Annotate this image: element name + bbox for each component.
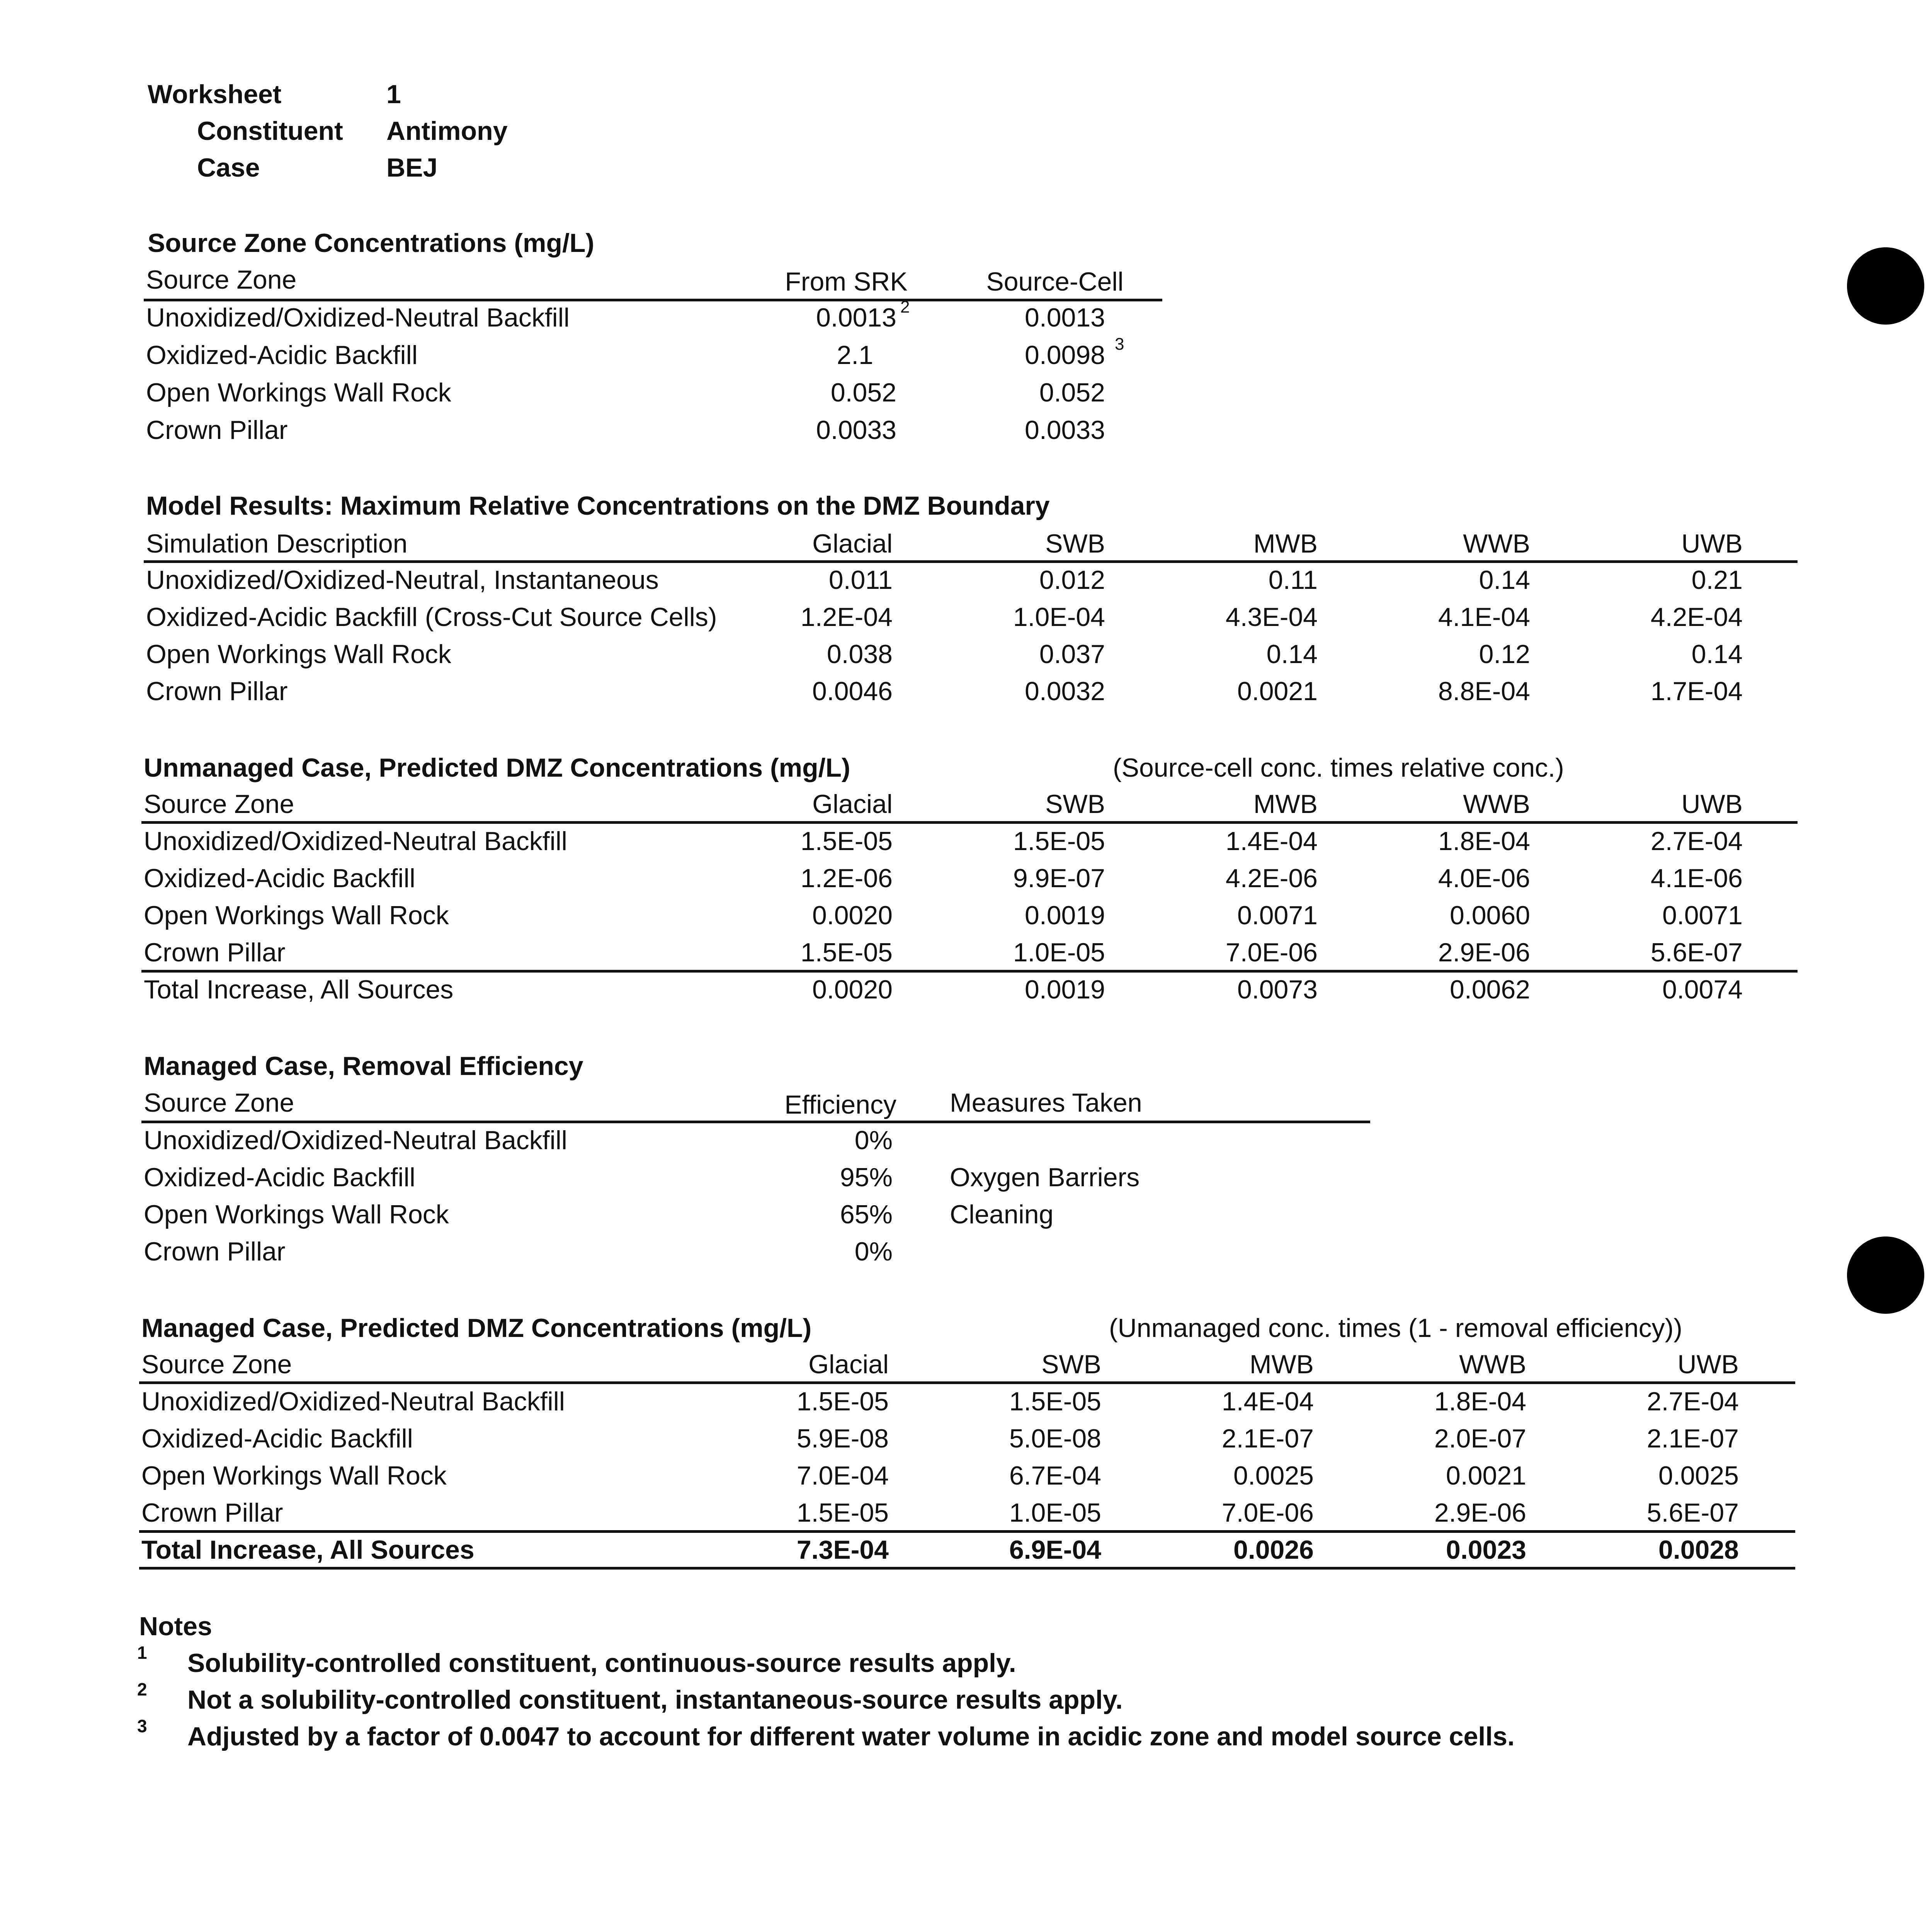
col-header-mwb: MWB — [1249, 1350, 1314, 1379]
wwb-value: 2.0E-07 — [1434, 1424, 1526, 1453]
uwb-value: 4.2E-04 — [1650, 602, 1743, 632]
table-row-label: Open Workings Wall Rock — [144, 901, 449, 930]
uwb-value: 5.6E-07 — [1650, 938, 1743, 967]
measures-value: Oxygen Barriers — [950, 1163, 1140, 1192]
swb-value: 1.0E-05 — [1009, 1498, 1101, 1527]
source-cell-value: 0.0033 — [1025, 415, 1105, 445]
binder-hole-middle — [1847, 1236, 1924, 1314]
footnote-ref: 3 — [1115, 335, 1124, 354]
model-results-title: Model Results: Maximum Relative Concentrations on the DMZ Boundary — [146, 491, 1050, 520]
col-header-wwb: WWB — [1459, 1350, 1526, 1379]
table-row-label: Open Workings Wall Rock — [146, 639, 451, 669]
col-header-source-zone: Source Zone — [144, 789, 294, 819]
source-cell-value: 0.052 — [1039, 378, 1105, 407]
glacial-value: 1.2E-06 — [800, 864, 893, 893]
efficiency-value: 0% — [854, 1237, 893, 1266]
swb-value: 5.0E-08 — [1009, 1424, 1101, 1453]
swb-value: 1.0E-04 — [1013, 602, 1105, 632]
total-wwb: 0.0023 — [1446, 1535, 1526, 1565]
glacial-value: 1.5E-05 — [796, 1387, 889, 1416]
col-header-glacial: Glacial — [808, 1350, 889, 1379]
note-number: 3 — [137, 1716, 147, 1736]
unmanaged-title: Unmanaged Case, Predicted DMZ Concentrations (mg/L) — [144, 753, 850, 782]
col-header-source-zone: Source Zone — [146, 265, 297, 294]
table-row-label: Unoxidized/Oxidized-Neutral Backfill — [144, 1126, 568, 1155]
efficiency-value: 95% — [840, 1163, 893, 1192]
source-zone-title: Source Zone Concentrations (mg/L) — [148, 228, 595, 258]
glacial-value: 0.0020 — [812, 901, 893, 930]
col-header-efficiency: Efficiency — [784, 1090, 896, 1119]
table-row-label: Oxidized-Acidic Backfill — [144, 864, 415, 893]
wwb-value: 8.8E-04 — [1438, 677, 1530, 706]
worksheet-value: 1 — [386, 80, 401, 109]
mwb-value: 4.2E-06 — [1225, 864, 1318, 893]
case-label: Case — [197, 153, 260, 182]
header-rule — [141, 1121, 1370, 1123]
swb-value: 9.9E-07 — [1013, 864, 1105, 893]
table-row-label: Crown Pillar — [141, 1498, 283, 1527]
constituent-label: Constituent — [197, 116, 343, 146]
table-row-label: Crown Pillar — [146, 677, 288, 706]
glacial-value: 1.5E-05 — [796, 1498, 889, 1527]
source-zone-row-label: Open Workings Wall Rock — [146, 378, 451, 407]
total-uwb: 0.0028 — [1658, 1535, 1739, 1565]
glacial-value: 1.5E-05 — [800, 938, 893, 967]
col-header-swb: SWB — [1041, 1350, 1101, 1379]
swb-value: 1.5E-05 — [1009, 1387, 1101, 1416]
wwb-value: 0.12 — [1479, 639, 1530, 669]
mwb-value: 7.0E-06 — [1221, 1498, 1314, 1527]
efficiency-value: 65% — [840, 1200, 893, 1229]
glacial-value: 1.2E-04 — [800, 602, 893, 632]
total-mwb: 0.0073 — [1237, 975, 1318, 1004]
uwb-value: 2.1E-07 — [1646, 1424, 1739, 1453]
total-rule — [141, 970, 1798, 973]
total-row-label: Total Increase, All Sources — [141, 1535, 474, 1565]
swb-value: 0.037 — [1039, 639, 1105, 669]
total-glacial: 0.0020 — [812, 975, 893, 1004]
total-mwb: 0.0026 — [1233, 1535, 1314, 1565]
mwb-value: 4.3E-04 — [1225, 602, 1318, 632]
mwb-value: 1.4E-04 — [1221, 1387, 1314, 1416]
mwb-value: 0.14 — [1266, 639, 1318, 669]
unmanaged-subtitle: (Source-cell conc. times relative conc.) — [1113, 753, 1564, 782]
bottom-rule — [139, 1567, 1795, 1570]
col-header-from-srk: From SRK — [785, 267, 908, 296]
mwb-value: 1.4E-04 — [1225, 827, 1318, 856]
col-header-measures: Measures Taken — [950, 1088, 1142, 1117]
col-header-uwb: UWB — [1677, 1350, 1739, 1379]
mwb-value: 2.1E-07 — [1221, 1424, 1314, 1453]
uwb-value: 0.0071 — [1662, 901, 1743, 930]
note-text: Not a solubility-controlled constituent, instantaneous-source results apply. — [187, 1685, 1123, 1714]
col-header-mwb: MWB — [1253, 529, 1318, 558]
efficiency-value: 0% — [854, 1126, 893, 1155]
col-header-source-zone: Source Zone — [141, 1350, 292, 1379]
col-header-mwb: MWB — [1253, 789, 1318, 819]
total-wwb: 0.0062 — [1450, 975, 1530, 1004]
header-rule — [141, 821, 1798, 824]
total-uwb: 0.0074 — [1662, 975, 1743, 1004]
col-header-swb: SWB — [1045, 529, 1105, 558]
constituent-value: Antimony — [386, 116, 508, 146]
from-srk-value: 0.052 — [830, 378, 896, 407]
swb-value: 6.7E-04 — [1009, 1461, 1101, 1490]
col-header-uwb: UWB — [1681, 529, 1743, 558]
total-row-label: Total Increase, All Sources — [144, 975, 454, 1004]
binder-hole-top — [1847, 247, 1924, 325]
case-value: BEJ — [386, 153, 438, 182]
note-number: 2 — [137, 1679, 147, 1699]
table-row-label: Unoxidized/Oxidized-Neutral Backfill — [144, 827, 568, 856]
wwb-value: 0.0021 — [1446, 1461, 1526, 1490]
header-rule — [139, 1381, 1795, 1384]
total-swb: 0.0019 — [1025, 975, 1105, 1004]
wwb-value: 4.0E-06 — [1438, 864, 1530, 893]
swb-value: 0.012 — [1039, 565, 1105, 595]
uwb-value: 4.1E-06 — [1650, 864, 1743, 893]
swb-value: 1.0E-05 — [1013, 938, 1105, 967]
swb-value: 0.0032 — [1025, 677, 1105, 706]
uwb-value: 0.0025 — [1658, 1461, 1739, 1490]
managed-subtitle: (Unmanaged conc. times (1 - removal efficiency)) — [1109, 1313, 1682, 1343]
col-header-description: Simulation Description — [146, 529, 408, 558]
measures-value: Cleaning — [950, 1200, 1054, 1229]
mwb-value: 7.0E-06 — [1225, 938, 1318, 967]
glacial-value: 7.0E-04 — [796, 1461, 889, 1490]
source-cell-value: 0.0013 — [1025, 303, 1105, 332]
col-header-wwb: WWB — [1463, 529, 1530, 558]
glacial-value: 0.0046 — [812, 677, 893, 706]
notes-title: Notes — [139, 1612, 212, 1641]
total-glacial: 7.3E-04 — [796, 1535, 889, 1565]
table-row-label: Oxidized-Acidic Backfill — [141, 1424, 413, 1453]
table-row-label: Crown Pillar — [144, 938, 286, 967]
worksheet-label: Worksheet — [148, 80, 282, 109]
note-number: 1 — [137, 1643, 147, 1663]
source-zone-row-label: Oxidized-Acidic Backfill — [146, 340, 418, 370]
uwb-value: 2.7E-04 — [1646, 1387, 1739, 1416]
glacial-value: 5.9E-08 — [796, 1424, 889, 1453]
swb-value: 1.5E-05 — [1013, 827, 1105, 856]
note-text: Adjusted by a factor of 0.0047 to account for different water volume in acidic zone and model source cells. — [187, 1722, 1515, 1751]
table-row-label: Oxidized-Acidic Backfill — [144, 1163, 415, 1192]
source-zone-row-label: Unoxidized/Oxidized-Neutral Backfill — [146, 303, 570, 332]
table-row-label: Unoxidized/Oxidized-Neutral Backfill — [141, 1387, 565, 1416]
glacial-value: 1.5E-05 — [800, 827, 893, 856]
total-rule — [139, 1530, 1795, 1533]
wwb-value: 2.9E-06 — [1438, 938, 1530, 967]
uwb-value: 5.6E-07 — [1646, 1498, 1739, 1527]
table-row-label: Oxidized-Acidic Backfill (Cross-Cut Source Cells) — [146, 602, 717, 632]
col-header-glacial: Glacial — [812, 529, 893, 558]
col-header-source-zone: Source Zone — [144, 1088, 294, 1117]
from-srk-value: 2.1 — [837, 340, 873, 370]
wwb-value: 1.8E-04 — [1434, 1387, 1526, 1416]
col-header-glacial: Glacial — [812, 789, 893, 819]
swb-value: 0.0019 — [1025, 901, 1105, 930]
table-row-label: Unoxidized/Oxidized-Neutral, Instantaneous — [146, 565, 659, 595]
wwb-value: 1.8E-04 — [1438, 827, 1530, 856]
header-rule — [144, 560, 1798, 563]
managed-title: Managed Case, Predicted DMZ Concentrations (mg/L) — [141, 1313, 812, 1343]
wwb-value: 4.1E-04 — [1438, 602, 1530, 632]
wwb-value: 2.9E-06 — [1434, 1498, 1526, 1527]
source-cell-value: 0.0098 — [1025, 340, 1105, 370]
uwb-value: 2.7E-04 — [1650, 827, 1743, 856]
from-srk-value: 0.0033 — [816, 415, 896, 445]
col-header-wwb: WWB — [1463, 789, 1530, 819]
header-rule — [144, 299, 1162, 301]
table-row-label: Crown Pillar — [144, 1237, 286, 1266]
uwb-value: 0.14 — [1691, 639, 1743, 669]
wwb-value: 0.0060 — [1450, 901, 1530, 930]
col-header-source-cell: Source-Cell — [986, 267, 1124, 296]
glacial-value: 0.011 — [828, 565, 893, 595]
uwb-value: 0.21 — [1691, 565, 1743, 595]
mwb-value: 0.0021 — [1237, 677, 1318, 706]
note-text: Solubility-controlled constituent, continuous-source results apply. — [187, 1648, 1016, 1678]
uwb-value: 1.7E-04 — [1650, 677, 1743, 706]
mwb-value: 0.11 — [1268, 565, 1318, 595]
source-zone-row-label: Crown Pillar — [146, 415, 288, 445]
table-row-label: Open Workings Wall Rock — [141, 1461, 447, 1490]
col-header-uwb: UWB — [1681, 789, 1743, 819]
col-header-swb: SWB — [1045, 789, 1105, 819]
mwb-value: 0.0025 — [1233, 1461, 1314, 1490]
from-srk-value: 0.0013 — [816, 303, 896, 332]
removal-title: Managed Case, Removal Efficiency — [144, 1051, 583, 1081]
total-swb: 6.9E-04 — [1009, 1535, 1101, 1565]
wwb-value: 0.14 — [1479, 565, 1530, 595]
glacial-value: 0.038 — [827, 639, 893, 669]
mwb-value: 0.0071 — [1237, 901, 1318, 930]
footnote-ref: 2 — [900, 298, 910, 316]
table-row-label: Open Workings Wall Rock — [144, 1200, 449, 1229]
